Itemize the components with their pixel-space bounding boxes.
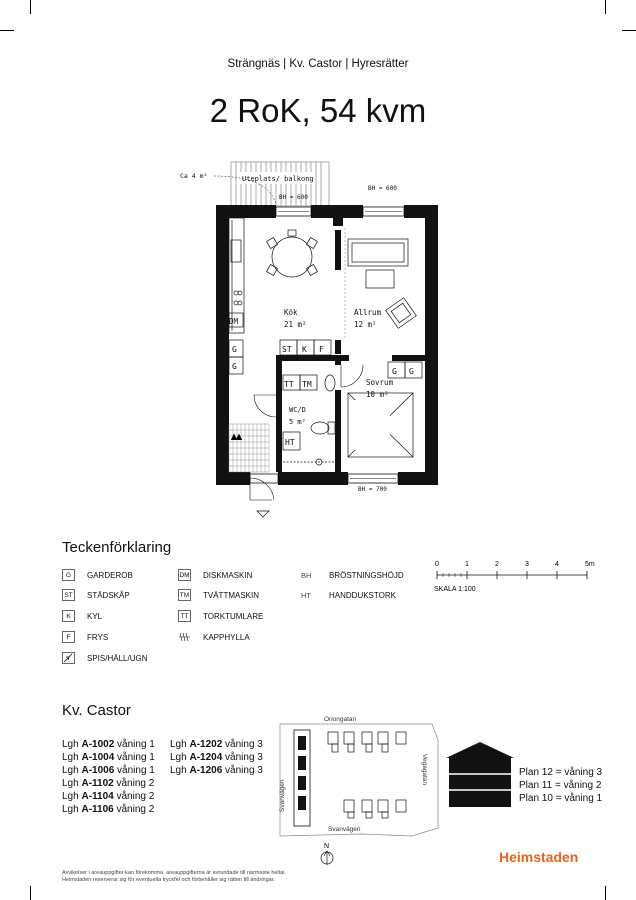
wardrobe-code: G — [232, 345, 237, 354]
north-arrow-icon — [321, 851, 333, 865]
living-name: Allrum — [354, 308, 382, 317]
plan-level: Plan 11 = våning 2 — [519, 780, 602, 791]
apartment-entry: Lgh A-1104 våning 2 — [62, 791, 155, 802]
bath-area: 5 m² — [289, 418, 306, 426]
legend-code: F — [62, 631, 75, 643]
building-heading: Kv. Castor — [62, 702, 131, 719]
legend-item — [62, 651, 147, 665]
legend-item — [301, 568, 404, 582]
apartment-entry: Lgh A-1002 våning 1 — [62, 739, 155, 750]
legend-label: GARDEROB — [87, 570, 133, 580]
legend-label: STÄDSKÅP — [87, 590, 130, 600]
dryer-code: TT — [284, 380, 294, 389]
legend-item — [62, 568, 133, 582]
building-section-diagram — [443, 738, 518, 808]
disclaimer-line: Avvikelser i areauppgifter kan förekomma, areauppgifterna är avrundade till närmaste heltal. — [62, 870, 286, 876]
kitchen-name: Kök — [284, 308, 298, 317]
legend-label: KYL — [87, 611, 103, 621]
balcony-label: Uteplats/ balkong — [242, 175, 314, 183]
scale-tick: 3 — [525, 561, 529, 568]
map-street-top: Oriongatan — [324, 716, 357, 723]
entrance-marker — [257, 511, 269, 517]
legend-label: TVÄTTMASKIN — [203, 590, 260, 600]
stove-icon — [62, 652, 75, 664]
legend-item — [178, 609, 263, 623]
scale-bar — [430, 556, 610, 600]
legend-item — [62, 588, 130, 602]
legend-item — [62, 630, 108, 644]
apartment-entry: Lgh A-1106 våning 2 — [62, 804, 155, 815]
bath-name: WC/D — [289, 406, 306, 414]
legend-label: SPIS/HÄLL/UGN — [87, 653, 148, 663]
legend-item — [178, 630, 250, 644]
legend-item — [178, 568, 252, 582]
crop-mark — [605, 886, 606, 900]
bedroom-area: 10 m² — [366, 390, 389, 399]
apartment-entry: Lgh A-1202 våning 3 — [170, 739, 263, 750]
legend-label: HANDDUKSTORK — [329, 590, 396, 600]
disclaimer-line: Heimstaden reserverar sig för eventuella tryckfel och förbehåller sig rätten till ändringar. — [62, 877, 275, 883]
legend-item — [301, 588, 396, 602]
bedroom-name: Sovrum — [366, 378, 394, 387]
site-map — [272, 710, 442, 866]
map-street-bottom: Svanvägen — [328, 826, 361, 833]
balcony-note: Ca 4 m² — [180, 172, 208, 180]
apartment-entry: Lgh A-1006 våning 1 — [62, 765, 155, 776]
scale-label: SKALA 1:100 — [434, 586, 476, 593]
legend-label: KAPPHYLLA — [203, 632, 250, 642]
legend-code: BH — [301, 570, 312, 580]
kitchen-area: 21 m² — [284, 320, 307, 329]
legend-code: HT — [301, 590, 311, 600]
scale-tick: 4 — [555, 561, 559, 568]
north-label: N — [324, 843, 330, 850]
legend-item — [178, 588, 259, 602]
dishwasher-code: DM — [229, 317, 239, 326]
map-street-left: Svanvägen — [279, 779, 286, 812]
plan-level: Plan 10 = våning 1 — [519, 793, 603, 804]
fridge-code: K — [302, 345, 307, 354]
legend-heading: Teckenförklaring — [62, 539, 172, 556]
legend-label: DISKMASKIN — [203, 570, 253, 580]
plan-level: Plan 12 = våning 3 — [519, 767, 603, 778]
walls — [216, 205, 438, 485]
apartment-entry: Lgh A-1004 våning 1 — [62, 752, 155, 763]
brand-logo: Heimstaden — [499, 849, 579, 865]
page-title: 2 RoK, 54 kvm — [209, 92, 427, 129]
living-area: 12 m² — [354, 320, 377, 329]
wardrobe-code: G — [392, 367, 397, 376]
bh-kitchen: BH = 600 — [279, 194, 308, 201]
map-street-right: Vegagatan — [421, 754, 428, 786]
legend-code: TT — [178, 610, 191, 622]
apartment-entry: Lgh A-1102 våning 2 — [62, 778, 155, 789]
cleaning-cabinet-code: ST — [282, 345, 292, 354]
hall-coat-rack — [229, 424, 269, 472]
dining-table — [267, 230, 318, 277]
wardrobe-code: G — [232, 362, 237, 371]
legend-code: G — [62, 569, 75, 581]
washer-code: TM — [302, 380, 312, 389]
scale-tick: 2 — [495, 561, 499, 568]
apartment-entry: Lgh A-1206 våning 3 — [170, 765, 263, 776]
legend-code: K — [62, 610, 75, 622]
legend-code: ST — [62, 589, 75, 601]
legend-item — [62, 609, 102, 623]
scale-tick: 1 — [465, 561, 469, 568]
legend-label: FRYS — [87, 632, 109, 642]
scale-tick: 0 — [435, 561, 439, 568]
wardrobe-code: G — [409, 367, 414, 376]
bh-bedroom: BH = 700 — [358, 486, 387, 493]
towel-dryer-code: HT — [285, 438, 295, 447]
legend-code: DM — [178, 569, 191, 581]
freezer-code: F — [319, 345, 324, 354]
apartment-entry: Lgh A-1204 våning 3 — [170, 752, 263, 763]
bh-living: BH = 600 — [368, 185, 397, 192]
legend-code: TM — [178, 589, 191, 601]
legend-label: TORKTUMLARE — [203, 611, 264, 621]
scale-tick: 5m — [585, 561, 595, 568]
coat-rack-icon — [178, 631, 191, 643]
crop-mark — [30, 886, 31, 900]
legend-label: BRÖSTNINGSHÖJD — [329, 570, 404, 580]
page-subtitle: Strängnäs | Kv. Castor | Hyresrätter — [227, 58, 409, 70]
